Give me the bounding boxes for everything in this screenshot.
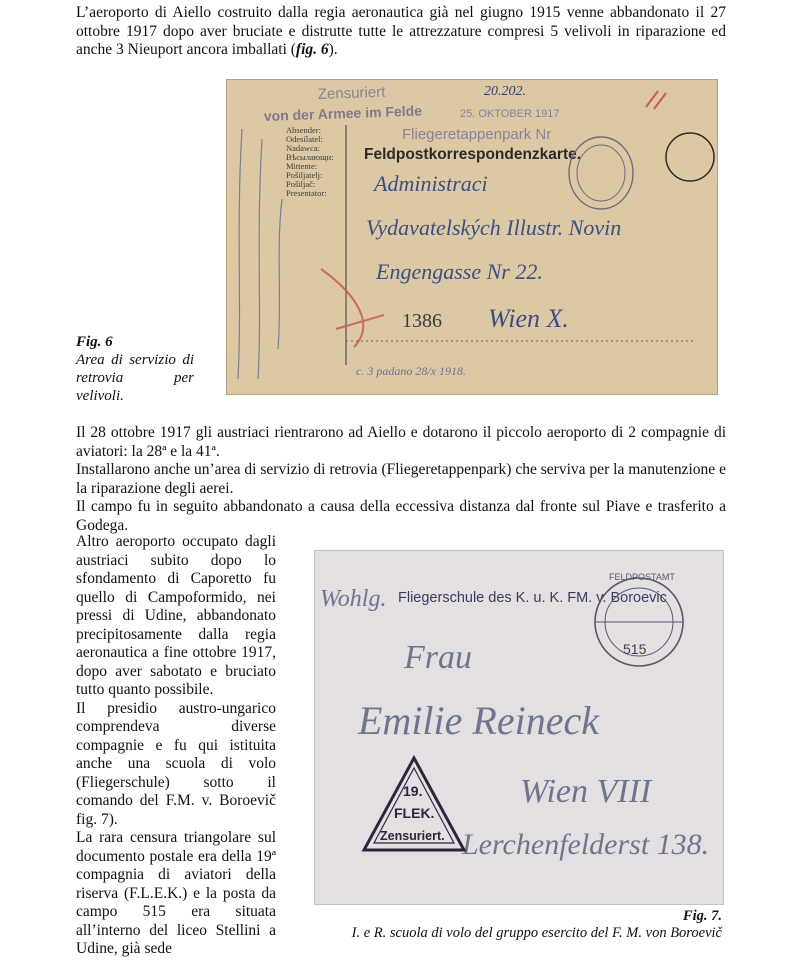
column-paragraph-3: La rara censura triangolare sul documento postale era della 19ª compagnia di aviatori della riserva (F.L.E.K.) e la posta da campo 515 era situata all’interno del liceo Stellini a Udine, già sede <box>76 829 276 957</box>
paragraph-middle-3: Il campo fu in seguito abbandonato a causa della eccessiva distanza dal fronte sul Piave e trasferito a Godega. <box>76 498 726 534</box>
address-line: Vydavatelských Illustr. Novin <box>366 215 622 240</box>
figure7-caption-text: I. e R. scuola di volo del gruppo esercito del F. M. von Boroevič <box>351 925 722 941</box>
figure7-envelope-image <box>314 550 724 905</box>
recipient-line: Wien VIII <box>520 773 652 810</box>
recipient-line: Frau <box>404 639 472 676</box>
triangle-line: Zensuriert. <box>380 829 445 843</box>
triangle-line: 19. <box>403 783 423 799</box>
paragraph-middle <box>76 424 726 535</box>
sender-label: Nadawca: <box>286 143 320 153</box>
postmark-number: 515 <box>623 641 647 657</box>
figure7-caption <box>310 908 722 942</box>
army-stamp: von der Armee im Felde <box>263 102 423 124</box>
paragraph-top-text: L’aeroporto di Aiello costruito dalla regia aeronautica già nel giugno 1915 venne abbandonato il 27 ottobre 1917 dopo aver bruciate e distrutte tutte le attrezzature compresi 5 velivoli in riparazione ed anche 3 Nieuport ancora imballati ( <box>76 4 726 58</box>
triangle-line: FLEK. <box>394 805 435 821</box>
recipient-line: Lerchenfelderst 138. <box>462 828 710 861</box>
paragraph-top <box>76 4 726 60</box>
figure6-caption <box>76 333 194 405</box>
paragraph-middle-1: Il 28 ottobre 1917 gli austriaci rientrarono ad Aiello e dotarono il piccolo aeroporto di 2 compagnie di aviatori: la 28ª e la 41ª. <box>76 424 726 460</box>
sender-label: Absender: <box>286 125 321 135</box>
column-paragraph-1: Altro aeroporto occupato dagli austriaci subito dopo lo sfondamento di Caporetto fu quello di Campoformido, nei pressi di Udine, abbandonato precipitosamente dalla regia aeronautica a fine ottobre 1917, dopo aver sabotato e bruciato tutto quanto possibile. <box>76 533 276 698</box>
unit-stamp: Fliegeretappenpark Nr <box>402 126 552 143</box>
address-line: Wien X. <box>488 304 569 333</box>
fig6-reference[interactable]: fig. 6 <box>295 41 329 58</box>
sender-label: Вѣсылающи: <box>286 152 334 162</box>
sender-label: Presentator: <box>286 188 327 198</box>
postmark-top-text: FELDPOSTAMT <box>609 572 675 582</box>
footer-note: c. 3 padano 28/x 1918. <box>356 364 466 378</box>
date-stamp: 25. OKTOBER 1917 <box>460 108 560 120</box>
recipient-line: Emilie Reineck <box>358 698 599 743</box>
figure6-caption-text: Area di servizio di retrovia per velivoli. <box>76 352 194 404</box>
sender-label: Pošiljač: <box>286 179 316 189</box>
figure6-postcard-image <box>226 79 718 395</box>
paragraph-top-tail: ). <box>328 41 338 58</box>
censor-stamp: Zensuriert <box>317 83 386 103</box>
figure6-label: Fig. 6 <box>76 334 113 350</box>
printed-title: Feldpostkorrespondenzkarte. <box>364 146 582 163</box>
figure7-label: Fig. 7. <box>682 908 722 924</box>
sender-label: Pošiljatelj: <box>286 170 323 180</box>
sender-label: Odesílatel: <box>286 134 323 144</box>
address-line: Engengasse Nr 22. <box>376 259 543 284</box>
card-number: 20.202. <box>484 84 526 99</box>
column-paragraph-2: Il presidio austro-ungarico comprendeva diverse compagnie e fu qui istituita anche una scuola di volo (Fliegerschule) sotto il comando del F.M. v. Boroevič fig. 7). <box>76 699 276 828</box>
paragraph-middle-2: Installarono anche un’area di servizio di retrovia (Fliegeretappenpark) che serviva per la manutenzione e la riparazione degli aerei. <box>76 461 726 497</box>
header-stamp: Fliegerschule des K. u. K. FM. v. Boroevic <box>398 590 667 606</box>
column-left-text <box>76 533 276 959</box>
sender-label: Mittente: <box>286 161 318 171</box>
postal-code: 1386 <box>402 310 442 332</box>
address-line: Administraci <box>374 171 488 196</box>
handwritten-prefix: Wohlg. <box>320 586 387 612</box>
